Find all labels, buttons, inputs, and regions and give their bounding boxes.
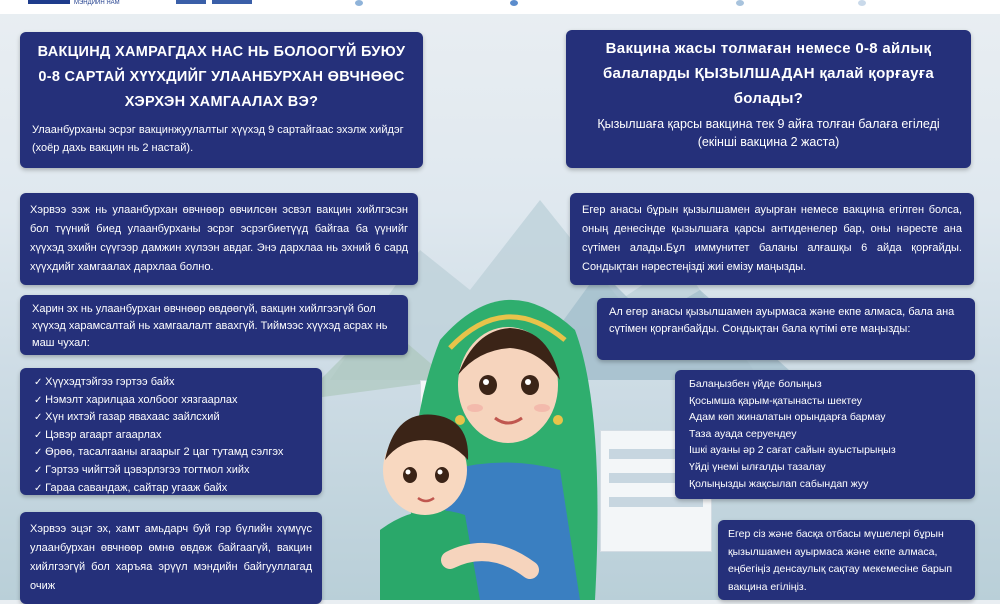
left-question-title: ВАКЦИНД ХАМРАГДАХ НАС НЬ БОЛООГҮЙ БУЮУ 0-8 САРТАЙ ХҮҮХДИЙГ УЛААНБУРХАН ӨВЧНӨӨС ХЭРХЭН ХАМГААЛАХ ВЭ? — [37, 44, 406, 110]
left-antibody-text: Хэрвээ ээж нь улаанбурхан өвчнөөр өвчилсөн эсвэл вакцин хийлгэсэн бол түүний биед улаанбурханы эсрэг эсрэгбиетүүд байгаа ба үүнийг хүүхэд эхийн сүүгээр дамжин хүлээн авдаг. Энэ дархлаа нь эхний 6 сард хүүхдийг хамгаалах дархлаа болно. — [30, 204, 408, 273]
right-care-intro-text: Ал егер анасы қызылшамен ауырмаса және екпе алмаса, бала ана сүтімен қорғанбайды. Сондықтан бала күтімі өте маңызды: — [609, 306, 955, 335]
partner-logo-1 — [176, 0, 206, 4]
right-antibody-panel — [570, 193, 974, 285]
left-checklist-item: ✓ Гэртээ чийгтэй цэвэрлэгээ тогтмол хийх — [34, 462, 308, 480]
right-checklist-panel — [675, 370, 975, 499]
right-family-panel — [718, 520, 975, 600]
left-checklist-item: ✓ Цэвэр агаарт агаарлах — [34, 427, 308, 445]
left-checklist-item: ✓ Гараа савандаж, сайтар угааж байх — [34, 480, 308, 498]
left-checklist-item: ✓ Хүүхэдтэйгээ гэртээ байх — [34, 374, 308, 392]
left-care-intro-panel — [20, 295, 408, 355]
top-logo-strip — [0, 0, 1000, 14]
right-question-title: Вакцина жасы толмаған немесе 0-8 айлық балаларды ҚЫЗЫЛШАДАН қалай қорғауға болады? — [602, 40, 935, 107]
partner-logo-4 — [510, 0, 518, 6]
left-antibody-panel — [20, 193, 418, 285]
ministry-logo-bar — [28, 0, 70, 4]
left-checklist-item: ✓ Нэмэлт харилцаа холбоог хязгаарлах — [34, 392, 308, 410]
right-checklist-item: Қосымша қарым-қатынасты шектеу — [689, 394, 863, 407]
left-checklist-item: ✓ Өрөө, тасалгааны агаарыг 2 цаг тутамд сэлгэх — [34, 444, 308, 462]
partner-logo-2 — [212, 0, 252, 4]
right-checklist — [689, 376, 961, 492]
left-question-text: Улаанбурханы эсрэг вакцинжуулалтыг хүүхэд 9 сартайгаас эхэлж хийдэг (хоёр дахь вакцин нь 2 настай). — [32, 124, 404, 154]
right-question-text: Қызылшаға қарсы вакцина тек 9 айға толған балаға егіледі (екінші вакцина 2 жаста) — [597, 117, 940, 149]
left-question-panel — [20, 32, 423, 168]
left-checklist-item: ✓ Хүн ихтэй газар явахаас зайлсхий — [34, 409, 308, 427]
partner-logo-5 — [736, 0, 744, 6]
mother-child-illustration — [380, 270, 630, 600]
ministry-logo-text: МЭНДИЙН ЯАМ — [74, 0, 120, 6]
right-family-text: Егер сіз және басқа отбасы мүшелері бұрын қызылшамен ауырмаса және екпе алмаса, еңбегіңіз денсаулық сақтау мекемесіне барып вакцина егіліңіз. — [728, 528, 953, 593]
partner-logo-6 — [858, 0, 866, 6]
partner-logo-3 — [355, 0, 363, 6]
right-checklist-item: Таза ауада серуендеу — [689, 427, 797, 440]
left-checklist — [34, 374, 308, 497]
right-checklist-item: Қолыңызды жақсылап сабындап жуу — [689, 477, 869, 490]
right-question-panel — [566, 30, 971, 168]
left-checklist-panel — [20, 368, 322, 495]
right-checklist-item: Балаңызбен үйде болыңыз — [689, 378, 822, 390]
left-care-intro-text: Харин эх нь улаанбурхан өвчнөөр өвдөөгүй, вакцин хийлгээгүй бол хүүхэд харамсалтай нь хамгаалалт авахгүй. Тиймээс хүүхэд асрах нь маш чухал: — [32, 303, 388, 349]
right-checklist-item: Ішкі ауаны әр 2 сағат сайын ауыстырыңыз — [689, 444, 896, 457]
right-antibody-text: Егер анасы бұрын қызылшамен ауырған немесе вакцина егілген болса, оның денесінде қызылшаға қарсы антиденелер бар, оны нәресте ана сүтімен алады.Бұл иммунитет баланы алғашқы 6 айда қорғайды. Сондықтан нәрестеңізді жиі емізу маңызды. — [582, 204, 962, 273]
left-family-panel — [20, 512, 322, 604]
left-family-text: Хэрвээ эцэг эх, хамт амьдарч буй гэр бүлийн хүмүүс улаанбурхан өвчнөөр өмнө өвдөж байгаагүй, вакцин хийлгээгүй бол харъяа эрүүл мэндийн байгууллагад очиж — [30, 523, 312, 592]
right-checklist-item: Адам көп жиналатын орындарға бармау — [689, 411, 886, 424]
right-checklist-item: Үйді үнемі ылғалды тазалау — [689, 460, 826, 473]
right-care-intro-panel — [597, 298, 975, 360]
